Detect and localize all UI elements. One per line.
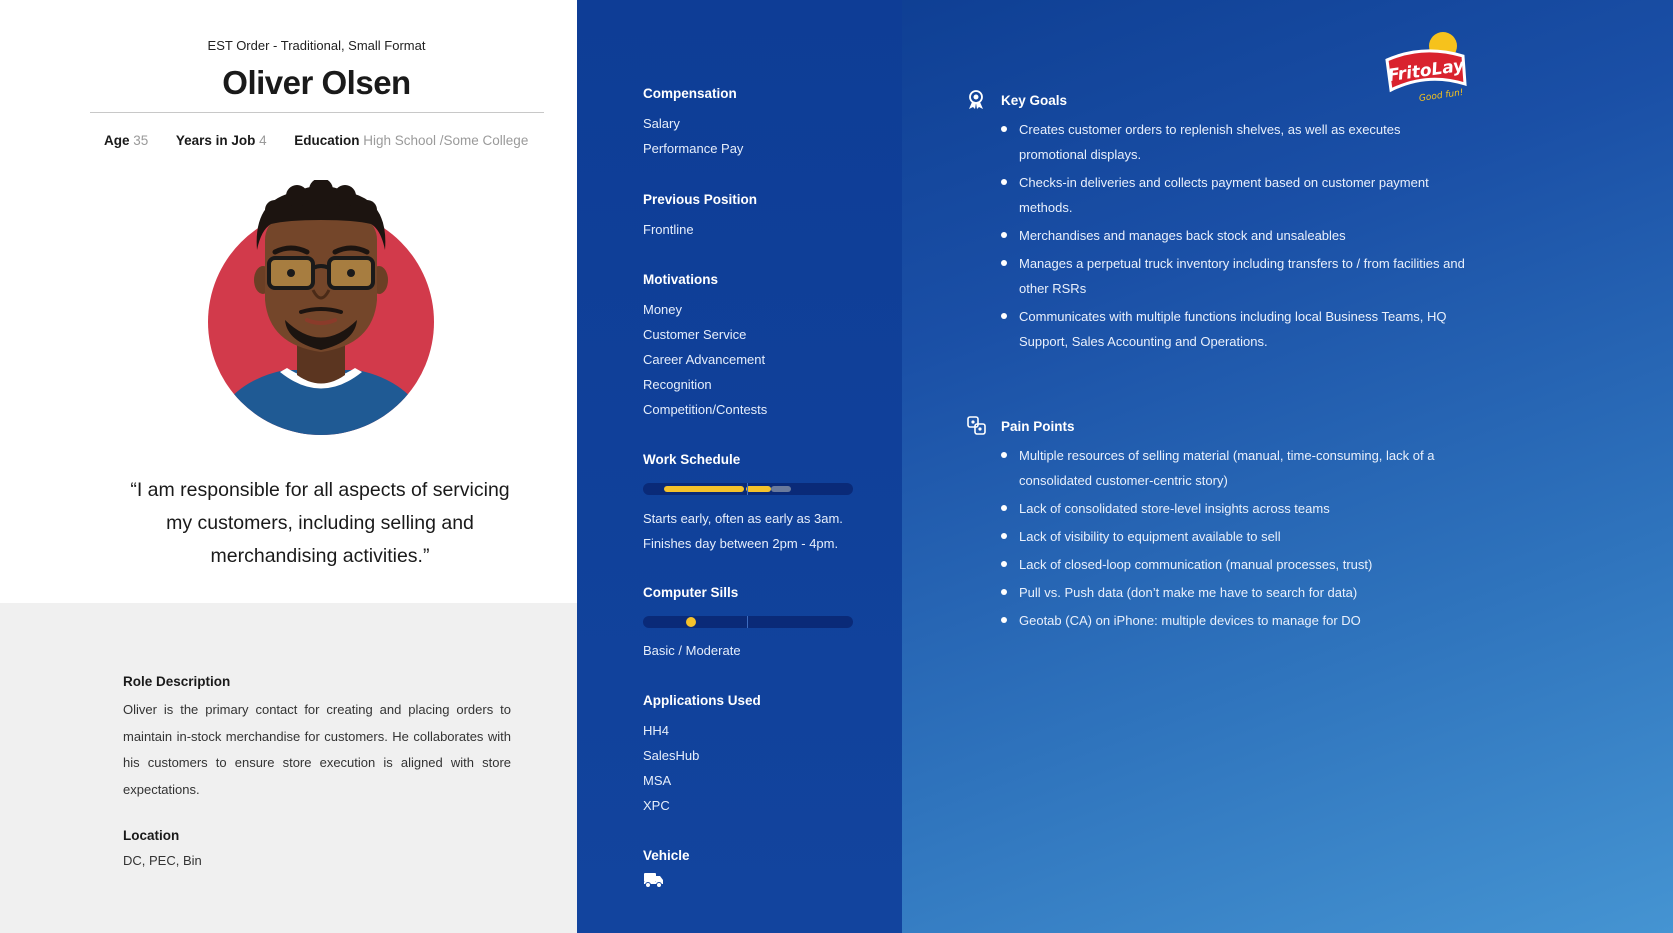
persona-name: Oliver Olsen xyxy=(222,64,411,101)
computer-skills-label: Basic / Moderate xyxy=(643,643,741,658)
list-item: Lack of visibility to equipment available to sell xyxy=(997,524,1442,549)
list-item: Manages a perpetual truck inventory including transfers to / from facilities and other RSRs xyxy=(997,251,1467,301)
previous-position-item: Frontline xyxy=(643,222,694,237)
list-item: Geotab (CA) on iPhone: multiple devices to manage for DO xyxy=(997,608,1442,633)
award-icon xyxy=(967,90,985,110)
work-schedule-start: Starts early, often as early as 3am. xyxy=(643,511,843,526)
svg-text:FritoLay: FritoLay xyxy=(1386,55,1466,87)
years-value: 4 xyxy=(259,133,267,148)
application-item: MSA xyxy=(643,773,672,788)
persona-stats xyxy=(104,133,528,148)
education-label: Education xyxy=(294,133,360,148)
motivation-item: Career Advancement xyxy=(643,352,766,367)
svg-text:Good fun!: Good fun! xyxy=(1418,87,1465,104)
list-item: Communicates with multiple functions including local Business Teams, HQ Support, Sales Accounting and Operations. xyxy=(997,304,1467,354)
list-item: Lack of closed-loop communication (manual processes, trust) xyxy=(997,552,1442,577)
motivation-item: Recognition xyxy=(643,377,712,392)
pain-points-title: Pain Points xyxy=(1001,419,1075,434)
education-value: High School /Some College xyxy=(363,133,529,148)
application-item: HH4 xyxy=(643,723,670,738)
role-description-body: Oliver is the primary contact for creating and placing orders to maintain in-stock merchandise for customers. He collaborates with his customers to ensure store execution is aligned with store expectations. xyxy=(123,702,511,797)
motivations-title: Motivations xyxy=(643,272,719,287)
motivation-item: Customer Service xyxy=(643,327,747,342)
role-description-title: Role Description xyxy=(123,674,231,689)
work-schedule-bar xyxy=(643,483,853,495)
pain-points-list xyxy=(997,443,1442,636)
previous-position-title: Previous Position xyxy=(643,192,758,207)
persona-quote: “I am responsible for all aspects of servicing my customers, including selling and merchandising activities.” xyxy=(130,479,510,567)
applications-title: Applications Used xyxy=(643,693,761,708)
vehicle-title: Vehicle xyxy=(643,848,690,863)
key-goals-list xyxy=(997,117,1467,357)
computer-skills-title: Computer Sills xyxy=(643,585,739,600)
age-label: Age xyxy=(104,133,130,148)
fritolay-logo xyxy=(1383,30,1469,104)
years-label: Years in Job xyxy=(175,133,256,148)
motivation-item: Money xyxy=(643,302,683,317)
list-item: Checks-in deliveries and collects payment based on customer payment methods. xyxy=(997,170,1467,220)
list-item: Creates customer orders to replenish shelves, as well as executes promotional displays. xyxy=(997,117,1467,167)
location-body: DC, PEC, Bin xyxy=(123,853,202,868)
compensation-item: Performance Pay xyxy=(643,141,744,156)
work-schedule-end: Finishes day between 2pm - 4pm. xyxy=(643,536,839,551)
truck-icon xyxy=(644,872,664,888)
application-item: XPC xyxy=(643,798,670,813)
computer-skills-bar xyxy=(643,616,853,628)
work-schedule-title: Work Schedule xyxy=(643,452,741,467)
computer-skills-marker xyxy=(686,617,696,627)
persona-avatar xyxy=(205,180,437,450)
list-item: Multiple resources of selling material (manual, time-consuming, lack of a consolidated customer-centric story) xyxy=(997,443,1442,493)
list-item: Lack of consolidated store-level insights across teams xyxy=(997,496,1442,521)
motivation-item: Competition/Contests xyxy=(643,402,768,417)
age-value: 35 xyxy=(133,133,149,148)
persona-subtitle: EST Order - Traditional, Small Format xyxy=(207,38,426,53)
application-item: SalesHub xyxy=(643,748,700,763)
compensation-item: Salary xyxy=(643,116,680,131)
list-item: Pull vs. Push data (don’t make me have to search for data) xyxy=(997,580,1442,605)
location-title: Location xyxy=(123,828,180,843)
list-item: Merchandises and manages back stock and unsaleables xyxy=(997,223,1467,248)
key-goals-title: Key Goals xyxy=(1001,93,1068,108)
divider xyxy=(90,112,544,113)
puzzle-icon xyxy=(967,416,987,436)
compensation-title: Compensation xyxy=(643,86,737,101)
